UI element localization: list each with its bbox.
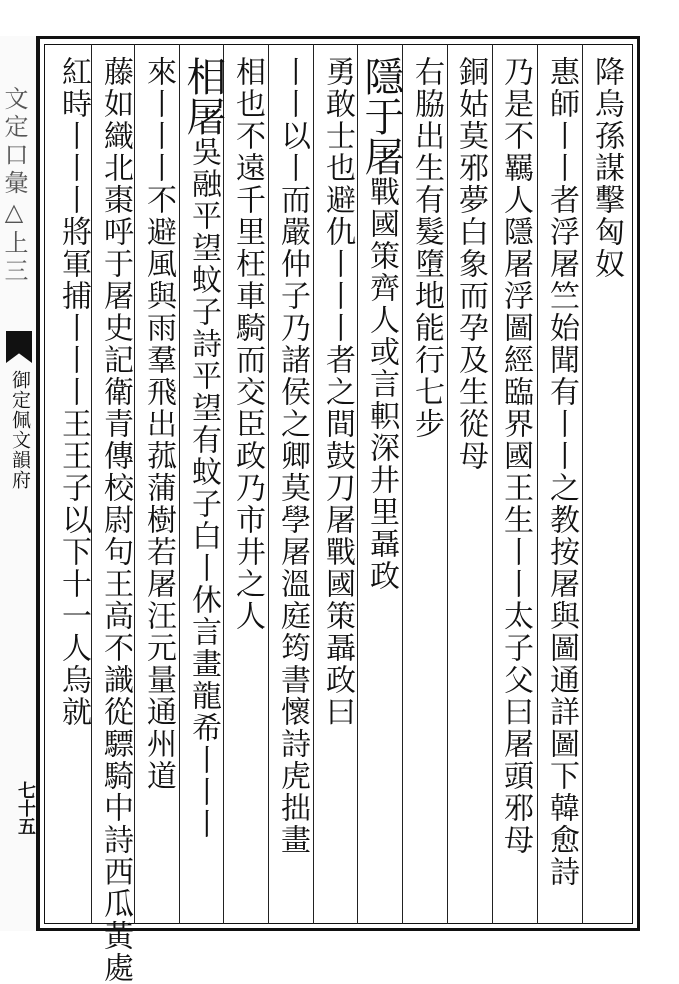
entry-headword: 相屠	[180, 56, 226, 136]
column-rule	[402, 44, 403, 924]
column-text: 紅時丨丨丨將軍捕丨丨丨王王子以下十一人烏就	[56, 56, 91, 728]
column-text: 相也不遠千里枉車騎而交臣政乃市井之人	[230, 56, 265, 632]
text-column	[271, 56, 313, 916]
page-number: 七十五	[15, 781, 36, 835]
column-rule	[447, 44, 448, 924]
column-text: 惠師丨丨者浮屠竺始聞有丨丨之教按屠與圖通詳圖下韓愈詩	[544, 56, 579, 888]
column-text: 來丨丨丨不避風與雨羣飛出菰蒲樹若屠汪元量通州道	[141, 56, 176, 792]
column-text: 藤如織北棗呼于屠史記衛青傳校尉句王高不識從驃騎中詩西瓜黃處	[98, 56, 133, 984]
column-rule	[492, 44, 493, 924]
entry-headword: 隱于屠	[358, 56, 404, 176]
column-rule	[313, 44, 314, 924]
column-text: 右脇出生有髮墮地能行七步	[409, 56, 444, 440]
fishtail-mark-icon	[6, 331, 32, 363]
column-rule	[582, 44, 583, 924]
text-column	[405, 56, 447, 916]
column-rule	[179, 44, 180, 924]
text-column	[449, 56, 491, 916]
column-text: 降烏孫謀擊匈奴	[589, 56, 624, 280]
column-text: 戰國策齊人或言軹深井里聶政	[364, 176, 399, 592]
text-column	[585, 56, 627, 916]
book-title: 御定佩文韻府	[9, 370, 31, 490]
page-spine	[0, 36, 38, 931]
text-column	[540, 56, 582, 916]
column-text: 銅姑莫邪夢白象而孕及生從母	[453, 56, 488, 472]
column-text: 勇敢士也避仇丨丨丨者之間鼓刀屠戰國策聶政曰	[320, 56, 355, 728]
text-column	[360, 56, 402, 916]
text-column	[94, 56, 136, 984]
column-text: 乃是不羈人隱屠浮圖經臨界國王生丨丨太子父曰屠頭邪母	[498, 56, 533, 856]
text-column	[137, 56, 179, 916]
text-column	[226, 56, 268, 916]
column-text: 吳融平望蚊子詩平望有蚊子白丨休言畫龍希丨丨丨	[186, 136, 221, 840]
text-column	[494, 56, 536, 916]
column-rule	[537, 44, 538, 924]
spine-header-text: 文定口彙△上三	[0, 86, 28, 286]
text-column	[316, 56, 358, 916]
text-column	[182, 56, 224, 916]
column-rule	[268, 44, 269, 924]
column-text: 丨丨以丨而嚴仲子乃諸侯之卿莫學屠溫庭筠書懷詩虎拙畫	[275, 56, 310, 856]
text-column	[52, 56, 94, 916]
